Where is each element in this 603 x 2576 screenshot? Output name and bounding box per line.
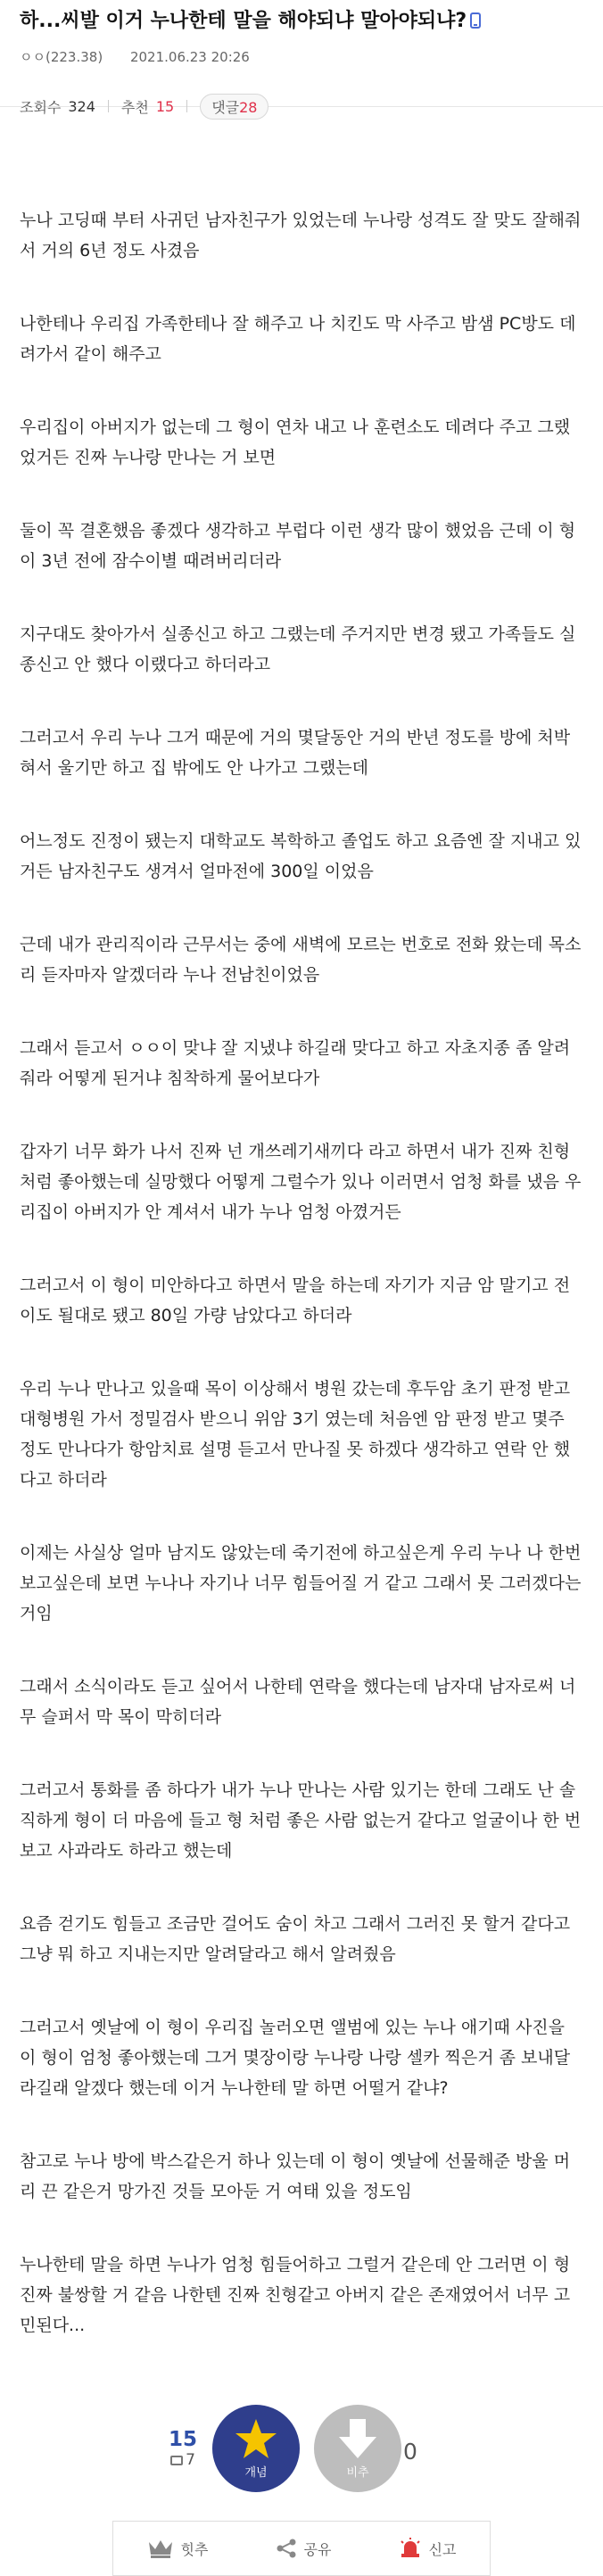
post-paragraph: 우리 누나 만나고 있을때 목이 이상해서 병원 갔는데 후두암 초기 판정 받고 대형병원 가서 정밀검사 받으니 위암 3기 였는데 처음엔 암 판정 받고 몇주 정도 만나다가 항암치료 설명 듣고서 만나질 못 하겠다 생각하고 연락 안 했다고 하더라 [20,1379,571,1490]
best-button[interactable] [147,2539,209,2559]
post-paragraph: 요즘 걷기도 힘들고 조금만 걸어도 숨이 차고 그래서 그러진 못 할거 같다고 그냥 뭐 하고 지내는지만 알려달라고 해서 알려줬음 [20,1914,571,1964]
comments-label: 댓글 [211,98,240,116]
post-paragraph: 누나 고딩때 부터 사귀던 남자친구가 있었는데 누나랑 성격도 잘 맞도 잘해줘서 거의 6년 정도 사겼음 [20,211,582,260]
arrow-down-icon [335,2417,380,2460]
best-label: 힛추 [180,2540,209,2558]
post-datetime: 2021.06.23 20:26 [129,49,250,65]
post-paragraph: 나한테나 우리집 가족한테나 잘 해주고 나 치킨도 막 사주고 밤샘 PC방도 데려가서 같이 해주고 [20,314,576,364]
post-paragraph: 그러고서 이 형이 미안하다고 하면서 말을 하는데 자기가 지금 암 말기고 전이도 될대로 됐고 80일 가량 남았다고 하더라 [20,1276,571,1325]
report-label: 신고 [428,2540,457,2558]
likes-label: 추천 [120,98,149,116]
post-paragraph: 갑자기 너무 화가 나서 진짜 넌 개쓰레기새끼다 라고 하면서 내가 진짜 친형 처럼 좋아했는데 실망했다 어떻게 그럴수가 있나 이러면서 엄청 화를 냈음 우리집이 아버지가 안 계셔서 내가 누나 엄청 아꼈거든 [20,1142,582,1222]
post-paragraph: 누나한테 말을 하면 누나가 엄청 힘들어하고 그럴거 같은데 안 그러면 이 형 진짜 불쌍할 거 같음 나한텐 진짜 친형같고 아버지 같은 존재였어서 너무 고민된다... [20,2255,571,2335]
author-name[interactable]: ㅇㅇ(223.38) [20,49,103,65]
post-header [0,0,603,116]
post-paragraph: 둘이 꼭 결혼했음 좋겠다 생각하고 부럽다 이런 생각 많이 했었음 근데 이 형이 3년 전에 잠수이별 때려버리더라 [20,521,576,571]
share-icon [276,2538,297,2559]
vote-area [0,2383,603,2517]
crown-icon [147,2539,174,2558]
post-body [0,107,603,2341]
comment-count-button[interactable] [200,94,268,120]
upvote-label: 개념 [244,2466,268,2480]
post-paragraph: 어느정도 진정이 됐는지 대학교도 복학하고 졸업도 하고 요즘엔 잘 지내고 있거든 남자친구도 생겨서 얼마전에 300일 이었음 [20,831,582,881]
comments-count: 28 [239,98,258,116]
stats-divider [186,100,187,112]
views-label: 조회수 [20,98,62,116]
post-paragraph: 근데 내가 관리직이라 근무서는 중에 새벽에 모르는 번호로 전화 왔는데 목소리 듣자마자 알겠더라 누나 전남친이었음 [20,935,582,985]
share-label: 공유 [303,2540,332,2558]
upvote-button[interactable] [212,2405,300,2492]
likes-count: 15 [155,97,175,115]
post-paragraph: 지구대도 찾아가서 실종신고 하고 그랬는데 주거지만 변경 됐고 가족들도 실종신고 안 했다 이랬다고 하더라고 [20,624,576,674]
post-title-text: 하...씨발 이거 누나한테 말을 해야되냐 말아야되냐? [20,10,467,32]
post-paragraph: 이제는 사실상 얼마 남지도 않았는데 죽기전에 하고싶은게 우리 누나 나 한번 보고싶은데 보면 누나나 자기나 너무 힘들어질 거 같고 그래서 못 그러겠다는 거임 [20,1543,582,1623]
message-icon [170,2456,183,2465]
post-paragraph: 그러고서 우리 누나 그거 때문에 거의 몇달동안 거의 반년 정도를 방에 처박혀서 울기만 하고 집 밖에도 안 나가고 그랬는데 [20,728,571,778]
post-paragraph: 참고로 누나 방에 박스같은거 하나 있는데 이 형이 옛날에 선물해준 방울 머리 끈 같은거 망가진 것들 모아둔 거 여태 있을 정도임 [20,2151,571,2201]
views-count: 324 [68,97,95,115]
post-paragraph: 그러고서 통화를 좀 하다가 내가 누나 만나는 사람 있기는 한데 그래도 난 솔직하게 형이 더 마음에 들고 형 처럼 좋은 사람 없는거 같다고 얼굴이나 한 번 보고 사과라도 하라고 했는데 [20,1780,582,1861]
fixed-upvote-count-wrap [170,2451,195,2469]
fixed-upvote-count: 7 [186,2451,195,2469]
report-button[interactable] [399,2538,457,2559]
star-icon [234,2417,278,2460]
downvote-count: 0 [403,2439,417,2465]
post-paragraph: 그래서 듣고서 ㅇㅇ이 맞냐 잘 지냈냐 하길래 맞다고 하고 자초지종 좀 알려줘라 어떻게 된거냐 침착하게 물어보다가 [20,1038,571,1088]
share-button[interactable] [276,2538,332,2559]
post-paragraph: 우리집이 아버지가 없는데 그 형이 연차 내고 나 훈련소도 데려다 주고 그랬었거든 진짜 누나랑 만나는 거 보면 [20,417,571,467]
downvote-button[interactable] [314,2405,401,2492]
post-paragraph: 그러고서 옛날에 이 형이 우리집 놀러오면 앨범에 있는 누나 애기때 사진을 이 형이 엄청 좋아했는데 그거 몇장이랑 누나랑 나랑 셀카 찍은거 좀 보내달라길래 알겠다 했는데 이거 누나한테 말 하면 어떨거 같냐? [20,2018,571,2098]
downvote-label: 비추 [346,2466,369,2480]
post-meta [20,48,583,66]
post-title [20,7,583,36]
post-actions-bar [112,2521,491,2576]
siren-icon [399,2538,422,2559]
post-paragraph: 그래서 소식이라도 듣고 싶어서 나한테 연락을 했다는데 남자대 남자로써 너무 슬퍼서 막 목이 막히더라 [20,1677,576,1727]
upvote-count: 15 [168,2428,197,2451]
stats-divider [108,100,109,112]
upvote-counts [161,2428,205,2469]
mobile-phone-icon [470,12,481,29]
